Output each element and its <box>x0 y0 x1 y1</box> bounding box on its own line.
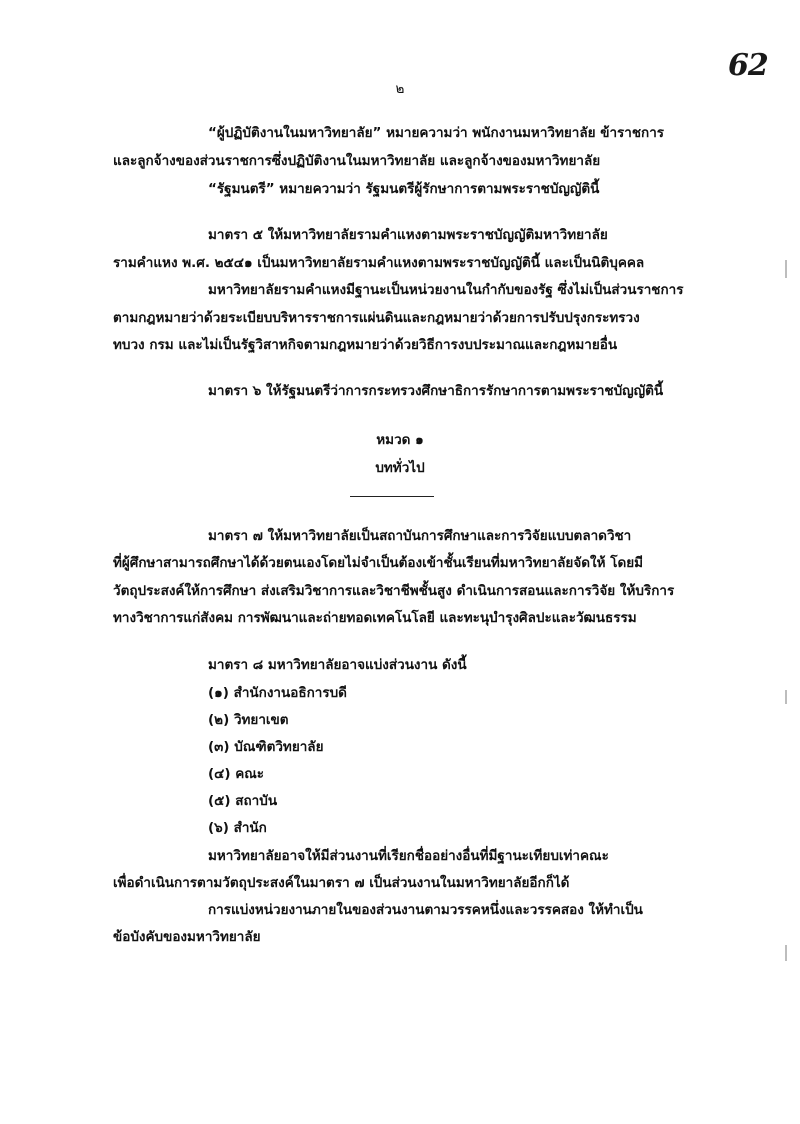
section-8-item: (๒) วิทยาเขต <box>208 712 289 728</box>
section-8-para-2-line-2: เพื่อดำเนินการตามวัตถุประสงค์ในมาตรา ๗ เป็นส่วนงานในมหาวิทยาลัยอีกก็ได้ <box>113 875 570 891</box>
scan-artifact <box>785 690 787 704</box>
section-8-intro: มาตรา ๘ มหาวิทยาลัยอาจแบ่งส่วนงาน ดังนี้ <box>208 657 467 673</box>
section-8-item: (๔) คณะ <box>208 766 265 782</box>
definition-employee-line-2: และลูกจ้างของส่วนราชการซึ่งปฏิบัติงานในมหาวิทยาลัย และลูกจ้างของมหาวิทยาลัย <box>113 153 601 169</box>
chapter-title: บททั่วไป <box>375 460 425 476</box>
section-5-line-5: ทบวง กรม และไม่เป็นรัฐวิสาหกิจตามกฎหมายว่าด้วยวิธีการงบประมาณและกฎหมายอื่น <box>113 337 618 353</box>
chapter-number: หมวด ๑ <box>376 432 424 448</box>
scan-artifact <box>785 945 787 961</box>
section-8-item: (๖) สำนัก <box>208 820 267 836</box>
section-8-item: (๑) สำนักงานอธิการบดี <box>208 685 347 701</box>
section-8-para-2-line-1: มหาวิทยาลัยอาจให้มีส่วนงานที่เรียกชื่ออย่างอื่นที่มีฐานะเทียบเท่าคณะ <box>208 848 609 864</box>
section-8-item: (๓) บัณฑิตวิทยาลัย <box>208 739 324 755</box>
section-5-line-1: มาตรา ๕ ให้มหาวิทยาลัยรามคำแหงตามพระราชบัญญัติมหาวิทยาลัย <box>208 227 608 243</box>
section-7-line-4: ทางวิชาการแก่สังคม การพัฒนาและถ่ายทอดเทคโนโลยี และทะนุบำรุงศิลปะและวัฒนธรรม <box>113 610 637 626</box>
definition-minister: “รัฐมนตรี” หมายความว่า รัฐมนตรีผู้รักษาการตามพระราชบัญญัตินี้ <box>208 181 600 197</box>
section-5-line-3: มหาวิทยาลัยรามคำแหงมีฐานะเป็นหน่วยงานในกำกับของรัฐ ซึ่งไม่เป็นส่วนราชการ <box>208 282 684 298</box>
definition-employee-line-1: “ผู้ปฏิบัติงานในมหาวิทยาลัย” หมายความว่า พนักงานมหาวิทยาลัย ข้าราชการ <box>208 125 665 141</box>
section-6: มาตรา ๖ ให้รัฐมนตรีว่าการกระทรวงศึกษาธิการรักษาการตามพระราชบัญญัตินี้ <box>208 383 664 399</box>
section-8-para-3-line-2: ข้อบังคับของมหาวิทยาลัย <box>113 929 261 945</box>
scan-artifact <box>785 260 787 278</box>
handwritten-page-number: 62 <box>728 48 768 83</box>
chapter-divider <box>350 496 434 497</box>
section-5-line-2: รามคำแหง พ.ศ. ๒๕๔๑ เป็นมหาวิทยาลัยรามคำแหงตามพระราชบัญญัตินี้ และเป็นนิติบุคคล <box>113 255 645 271</box>
section-7-line-1: มาตรา ๗ ให้มหาวิทยาลัยเป็นสถาบันการศึกษาและการวิจัยแบบตลาดวิชา <box>208 528 632 544</box>
page-number: ๒ <box>395 81 405 97</box>
section-7-line-2: ที่ผู้ศึกษาสามารถศึกษาได้ด้วยตนเองโดยไม่จำเป็นต้องเข้าชั้นเรียนที่มหาวิทยาลัยจัดให้ โดยมี <box>113 555 644 571</box>
section-7-line-3: วัตถุประสงค์ให้การศึกษา ส่งเสริมวิชาการและวิชาชีพชั้นสูง ดำเนินการสอนและการวิจัย ให้บริการ <box>113 583 675 599</box>
section-8-item: (๕) สถาบัน <box>208 793 278 809</box>
section-5-line-4: ตามกฎหมายว่าด้วยระเบียบบริหารราชการแผ่นดินและกฎหมายว่าด้วยการปรับปรุงกระทรวง <box>113 310 640 326</box>
section-8-para-3-line-1: การแบ่งหน่วยงานภายในของส่วนงานตามวรรคหนึ่งและวรรคสอง ให้ทำเป็น <box>208 902 643 918</box>
